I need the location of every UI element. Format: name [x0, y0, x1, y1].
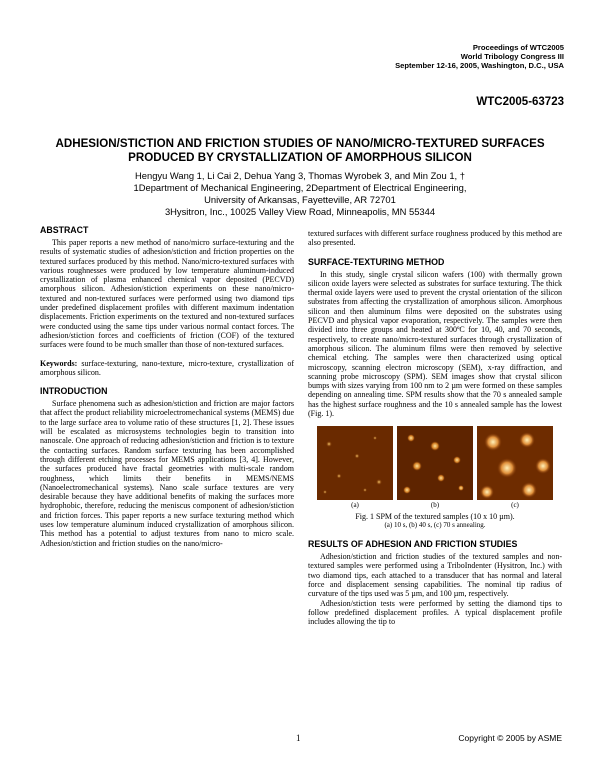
- author-names: Hengyu Wang 1, Li Cai 2, Dehua Yang 3, Thomas Wyrobek 3, and Min Zou 1, †: [135, 170, 465, 181]
- results-heading: RESULTS OF ADHESION AND FRICTION STUDIES: [308, 539, 518, 550]
- author-block: [40, 170, 560, 218]
- author-university: University of Arkansas, Fayetteville, AR 72701: [204, 194, 396, 205]
- spm-image-b: [397, 426, 473, 500]
- introduction-heading: INTRODUCTION: [40, 386, 108, 397]
- page-number: 1: [296, 733, 301, 743]
- results-para-1: Adhesion/stiction and friction studies of the textured samples and non-textured samples were performed using a TriboIndenter (Hysitron, Inc.) with two diamond tips, each attached to a transducer that has normal and lateral force and displacement sensing capabilities. The nominal tip radius of curvature of the tips used was 5 µm, and 100 µm, respectively.: [308, 552, 562, 599]
- author-company: 3Hysitron, Inc., 10025 Valley View Road, Minneapolis, MN 55344: [164, 206, 436, 217]
- surface-texturing-heading: SURFACE-TEXTURING METHOD: [308, 256, 445, 267]
- right-column: [308, 229, 562, 627]
- figure-1-images: [308, 426, 562, 500]
- figure-label-a: (a): [351, 501, 359, 510]
- surface-texturing-body: In this study, single crystal silicon wafers (100) with thermally grown silicon oxide layers were selected as substrates for surface texturing. The thick thermal oxide layers were used to prevent the crystal orientation of the silicon substrates from affecting the crystallization of amorphous silicon. Amorphous silicon and then aluminum films were deposited on the substrates using PECVD and physical vapor evaporation, respectively. The samples were then divided into three groups and heated at 300ºC for 10, 40, and 70 seconds, respectively, to create nano/micro-textured surfaces through crystallization of amorphous silicon. The aluminum films were then removed by selective chemical etching. The samples were then characterized using optical microscopy, scanning electron microscopy (SEM), x-ray diffraction, and scanning probe microscopy (SPM). SEM images show that crystal silicon bumps with sizes varying from 100 nm to 2 µm were formed on these samples depending on annealing time. SPM results show that the 70 s annealed sample has the highest surface roughness and the 10 s annealed sample has the lowest (Fig. 1).: [308, 269, 562, 419]
- left-column: [40, 225, 294, 548]
- header-line-1: Proceedings of WTC2005: [472, 43, 564, 52]
- figure-1-caption: Fig. 1 SPM of the textured samples (10 x 10 µm).: [355, 511, 515, 521]
- keywords-label: Keywords:: [40, 358, 78, 368]
- proceedings-header: [395, 43, 564, 71]
- paper-title: [40, 137, 560, 165]
- title-line-2: PRODUCED BY CRYSTALLIZATION OF AMORPHOUS SILICON: [128, 151, 472, 164]
- spm-image-a: [317, 426, 393, 500]
- paper-id: WTC2005-63723: [476, 96, 564, 108]
- header-line-2: World Tribology Congress III: [460, 52, 564, 62]
- spm-image-c: [477, 426, 553, 500]
- figure-1-labels: [315, 500, 555, 510]
- keywords: [40, 359, 294, 378]
- author-departments: 1Department of Mechanical Engineering, 2Department of Electrical Engineering,: [133, 182, 467, 193]
- abstract-body: This paper reports a new method of nano/micro surface-texturing and the results of systematic studies of adhesion/stiction and friction properties on the textured surfaces produced by this method. Nano/micro-textured surfaces with various roughnesses were produced by low temperature aluminum-induced crystallization of plasma enhanced chemical vapor deposited (PECVD) amorphous silicon. Adhesion/stiction experiments on these nano/micro-textured and non-textured surfaces were performed using two diamond tips under predefined displacement profiles with different maximum indentation displacements. Friction experiments on the textured and non-textured surfaces were conducted using the same tips under various normal contact forces. The adhesion/stiction forces and coefficients of friction (COF) of the textured surfaces were found to be much smaller than those of non-textured surfaces.: [40, 238, 294, 350]
- keywords-text: surface-texturing, nano-texture, micro-texture, crystallization of amorphous silicon.: [40, 358, 294, 377]
- abstract-heading: ABSTRACT: [40, 225, 89, 235]
- figure-1-subcaption: (a) 10 s, (b) 40 s, (c) 70 s annealing.: [384, 521, 486, 530]
- figure-label-c: (c): [511, 501, 519, 510]
- introduction-continued: textured surfaces with different surface roughness produced by this method are also presented.: [308, 229, 562, 248]
- figure-label-b: (b): [430, 501, 440, 510]
- results-para-2: Adhesion/stiction tests were performed by setting the diamond tips to follow predefined displacement profiles. A typical displacement profile includes allowing the tip to: [308, 598, 562, 627]
- title-line-1: ADHESION/STICTION AND FRICTION STUDIES OF NANO/MICRO-TEXTURED SURFACES: [55, 137, 545, 150]
- copyright-notice: Copyright © 2005 by ASME: [458, 733, 562, 743]
- introduction-body: Surface phenomena such as adhesion/stiction and friction are major factors that affect the product reliability microelectromechanical systems (MEMS) due to the large surface area to volume ratio of these structures [1, 2]. These issues will be escalated as microsystems technologies begin to transition into nanoscale. One approach of reducing adhesion/stiction and friction is to texture the contacting surfaces. Random surface texturing has been accomplished through different etching processes for MEMS applications [3, 4]. However, the surfaces produced have fractal geometries with multi-scale random roughness, which limits their benefits in MEMS/NEMS (Nanoelectromechanical systems). Nano scale surface textures are very desirable because they have additional benefits of making the surfaces more hydrophobic, therefore, reducing the meniscus component of adhesion/stiction and friction forces. This paper reports a new surface texturing method which uses low temperature aluminum induced crystallization of amorphous silicon. This method has a potential to adjust textures from nano to micro scale. Adhesion/stiction and friction studies on the nano/micro-: [40, 399, 294, 548]
- header-line-3: September 12-16, 2005, Washington, D.C., USA: [395, 61, 564, 71]
